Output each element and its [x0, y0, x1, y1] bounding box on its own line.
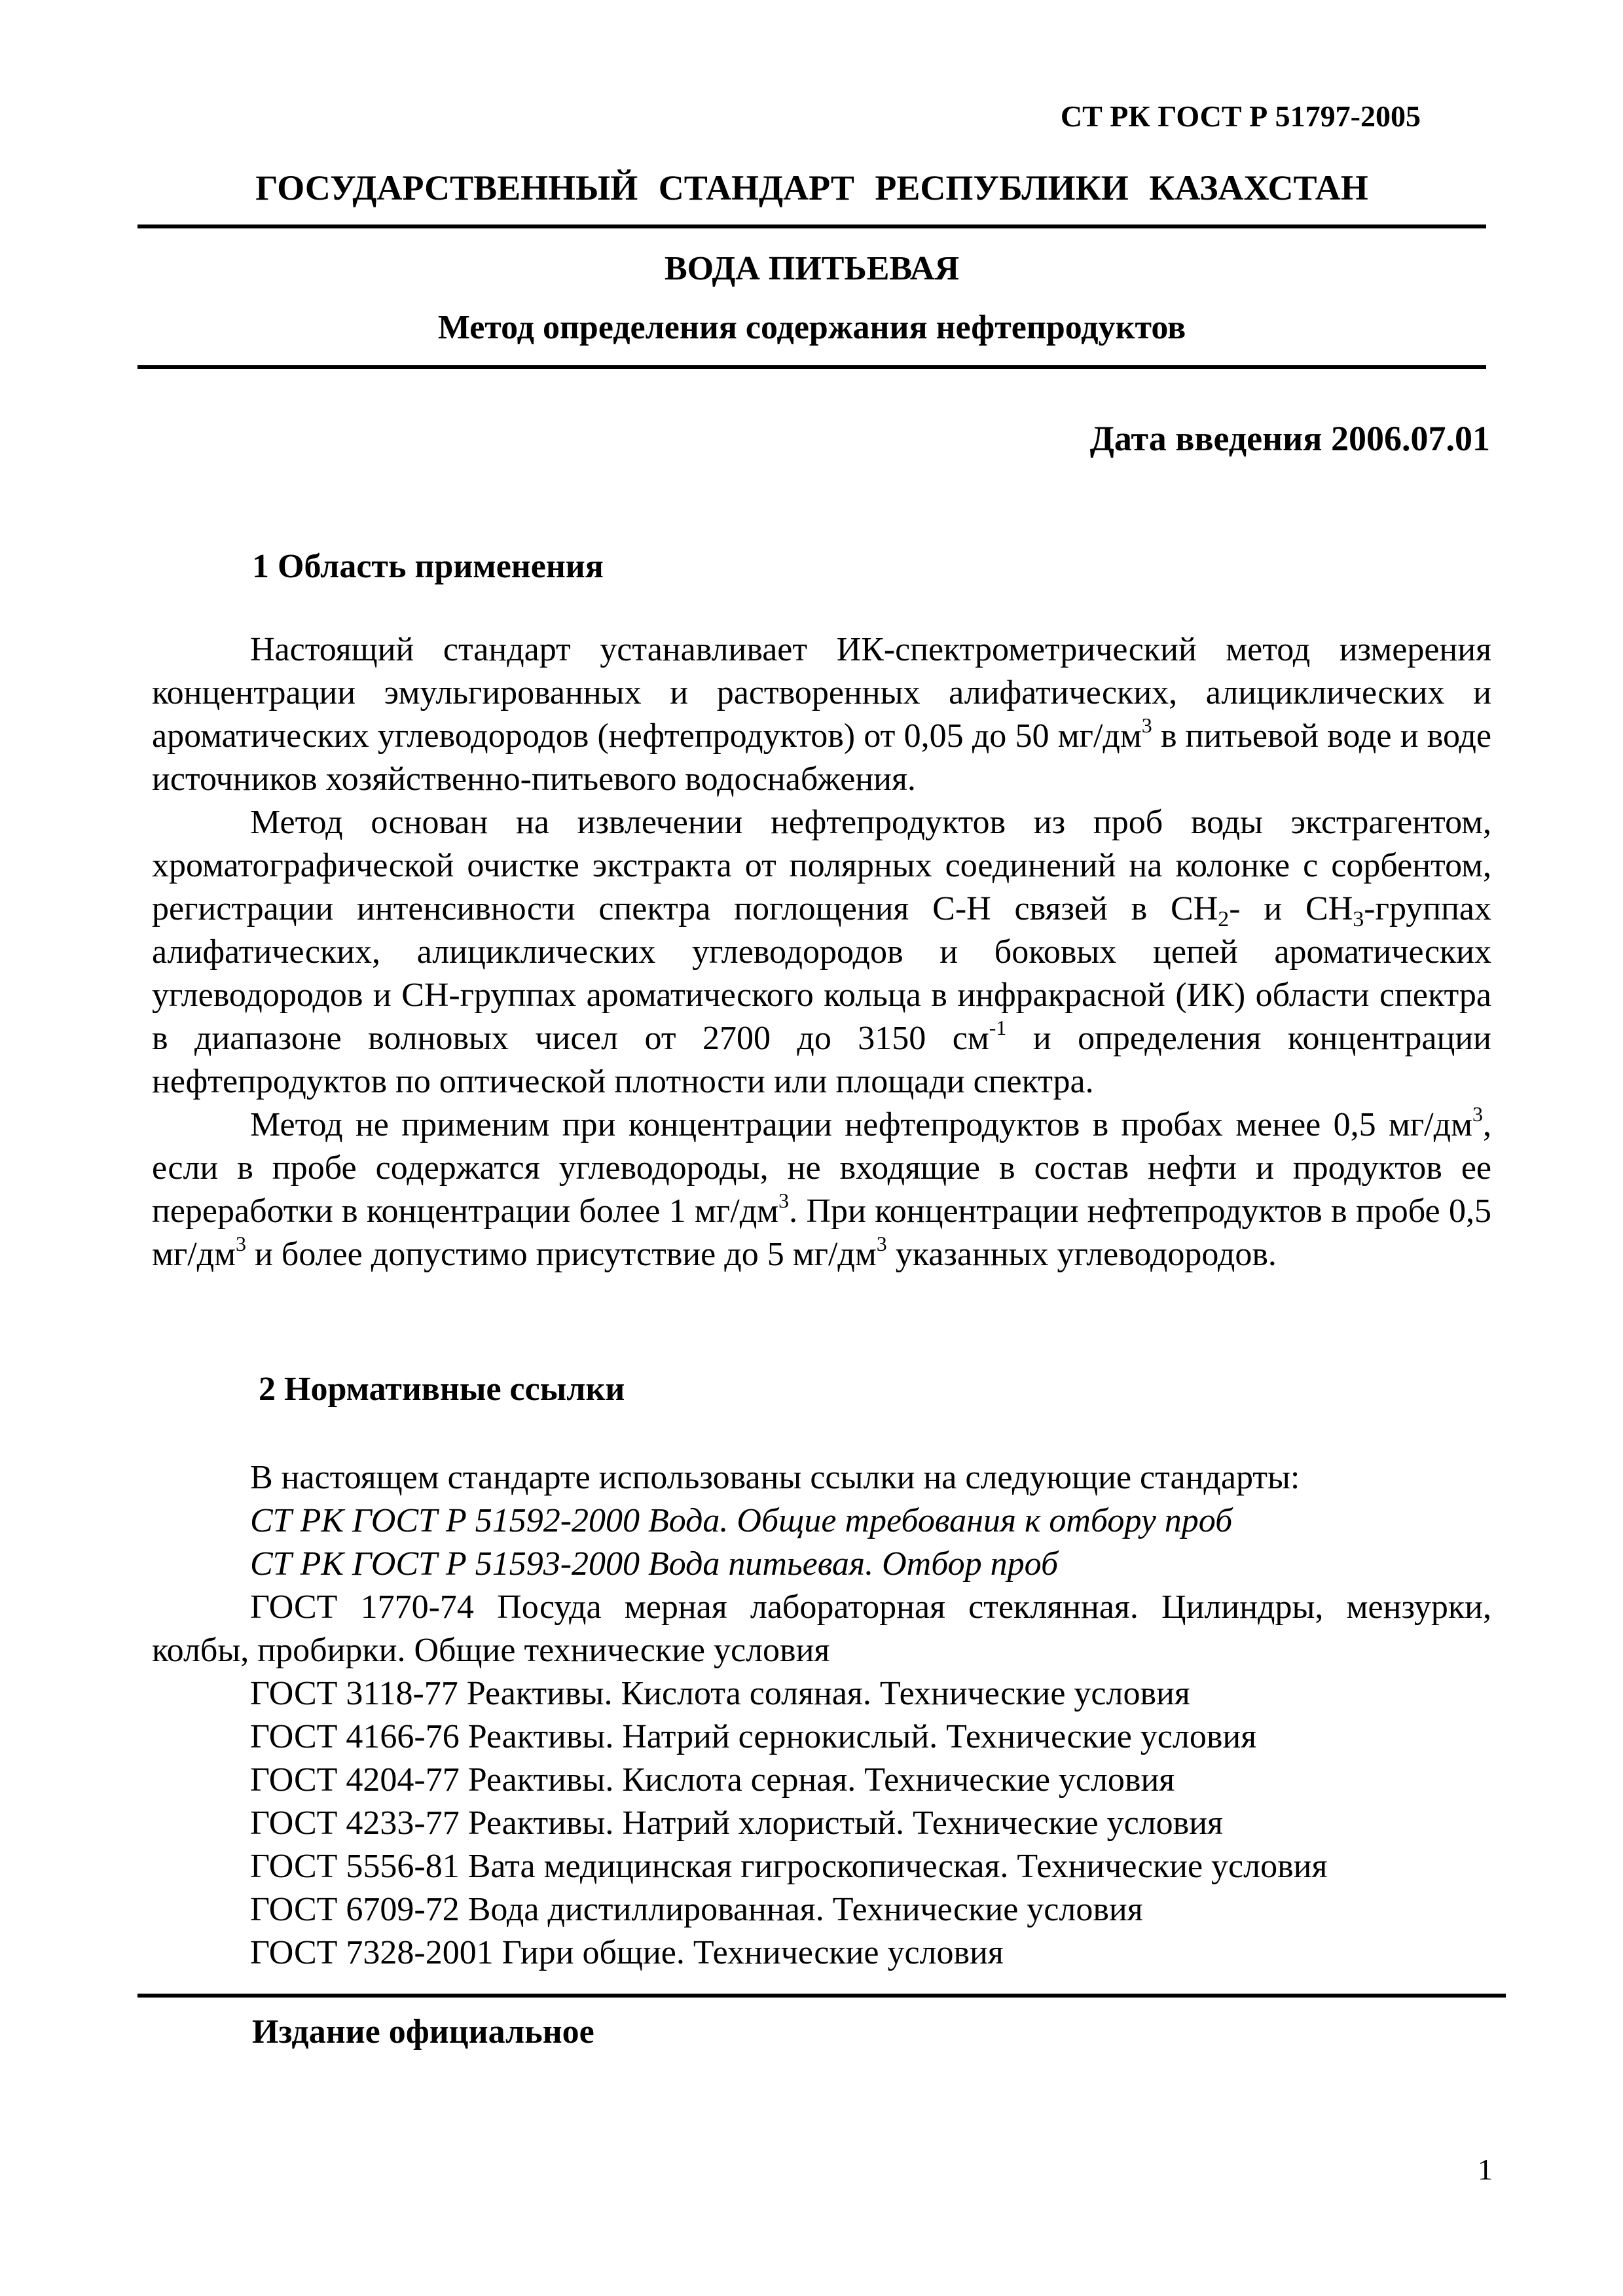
text-run: Метод основан на извлечении нефтепродуктов из проб воды экстрагентом, хроматографической очистке экстракта от полярных соединений на колонке с сорбентом, регистрации интенсивности спектра поглощения C-H связей в CH [152, 804, 1491, 927]
superscript: 3 [236, 1232, 247, 1255]
header-rule-bottom [137, 365, 1486, 369]
reference-item: ГОСТ 7328-2001 Гири общие. Технические условия [250, 1934, 1004, 1971]
page-number: 1 [1478, 2153, 1493, 2186]
state-standard-title: ГОСУДАРСТВЕННЫЙ СТАНДАРТ РЕСПУБЛИКИ КАЗАХСТАН [255, 168, 1368, 207]
edition-label: Издание официальное [252, 2013, 594, 2051]
section-1-paragraph-1 [152, 628, 1491, 801]
text-run: -группах алифатических, алициклических углеводородов и боковых цепей ароматических углеводородов и CH-группах ароматического кольца в инфракрасной (ИК) области спектра в диапазоне волновых чисел от 2700 до 3150 см [152, 890, 1491, 1057]
reference-item: СТ РК ГОСТ Р 51592-2000 Вода. Общие требования к отбору проб [250, 1502, 1233, 1539]
document-title: ВОДА ПИТЬЕВАЯ [664, 250, 960, 287]
section-2-heading: 2 Нормативные ссылки [259, 1371, 625, 1408]
superscript: 3 [1141, 713, 1152, 737]
introduction-date: Дата введения 2006.07.01 [1089, 419, 1490, 458]
standard-code: СТ РК ГОСТ Р 51797-2005 [1060, 99, 1421, 133]
footer-rule [137, 1994, 1506, 1998]
text-run: указанных углеводородов. [886, 1236, 1277, 1273]
reference-item: ГОСТ 3118-77 Реактивы. Кислота соляная. Технические условия [250, 1675, 1190, 1712]
text-run: - и CH [1229, 890, 1353, 927]
superscript: 3 [778, 1189, 790, 1212]
reference-item: ГОСТ 4204-77 Реактивы. Кислота серная. Технические условия [250, 1761, 1175, 1799]
reference-item: ГОСТ 4166-76 Реактивы. Натрий сернокислый. Технические условия [250, 1718, 1257, 1755]
text-run: , если в пробе содержатся углеводороды, не входящие в состав нефти и продуктов ее переработки в концентрации более 1 мг/дм [152, 1106, 1491, 1230]
section-1-heading: 1 Область применения [252, 548, 604, 585]
text-run: Метод не применим при концентрации нефтепродуктов в пробах менее 0,5 мг/дм [250, 1106, 1472, 1143]
section-2-body [152, 1456, 1491, 1975]
reference-item: ГОСТ 5556-81 Вата медицинская гигроскопическая. Технические условия [250, 1848, 1328, 1885]
reference-item: ГОСТ 4233-77 Реактивы. Натрий хлористый. Технические условия [250, 1804, 1223, 1842]
section-2-intro: В настоящем стандарте использованы ссылки на следующие стандарты: [250, 1459, 1300, 1496]
text-run: Настоящий стандарт устанавливает ИК-спектрометрический метод измерения концентрации эмульгированных и растворенных алифатических, алициклических и ароматических углеводородов (нефтепродуктов) от 0,05 до 50 мг/дм [152, 631, 1491, 755]
reference-item: ГОСТ 1770-74 Посуда мерная лабораторная стеклянная. Цилиндры, мензурки, колбы, пробирки. Общие технические условия [152, 1588, 1491, 1669]
text-run: в питьевой воде и воде источников хозяйственно-питьевого водоснабжения. [152, 717, 1491, 798]
subscript: 2 [1218, 907, 1230, 931]
section-1-paragraph-3 [152, 1103, 1491, 1276]
text-run: . При концентрации нефтепродуктов в пробе 0,5 мг/дм [152, 1193, 1491, 1273]
superscript: -1 [989, 1016, 1007, 1039]
reference-item: СТ РК ГОСТ Р 51593-2000 Вода питьевая. Отбор проб [250, 1545, 1059, 1583]
superscript: 3 [1472, 1102, 1483, 1126]
text-run: и более допустимо присутствие до 5 мг/дм [246, 1236, 877, 1273]
document-subtitle: Метод определения содержания нефтепродуктов [437, 309, 1186, 346]
subscript: 3 [1353, 907, 1364, 931]
section-1-body [152, 628, 1491, 1276]
superscript: 3 [876, 1232, 887, 1255]
section-1-paragraph-2 [152, 801, 1491, 1103]
text-run: и определения концентрации нефтепродуктов по оптической плотности или площади спектра. [152, 1020, 1491, 1100]
header-rule-top [137, 224, 1486, 228]
reference-item: ГОСТ 6709-72 Вода дистиллированная. Технические условия [250, 1891, 1143, 1928]
